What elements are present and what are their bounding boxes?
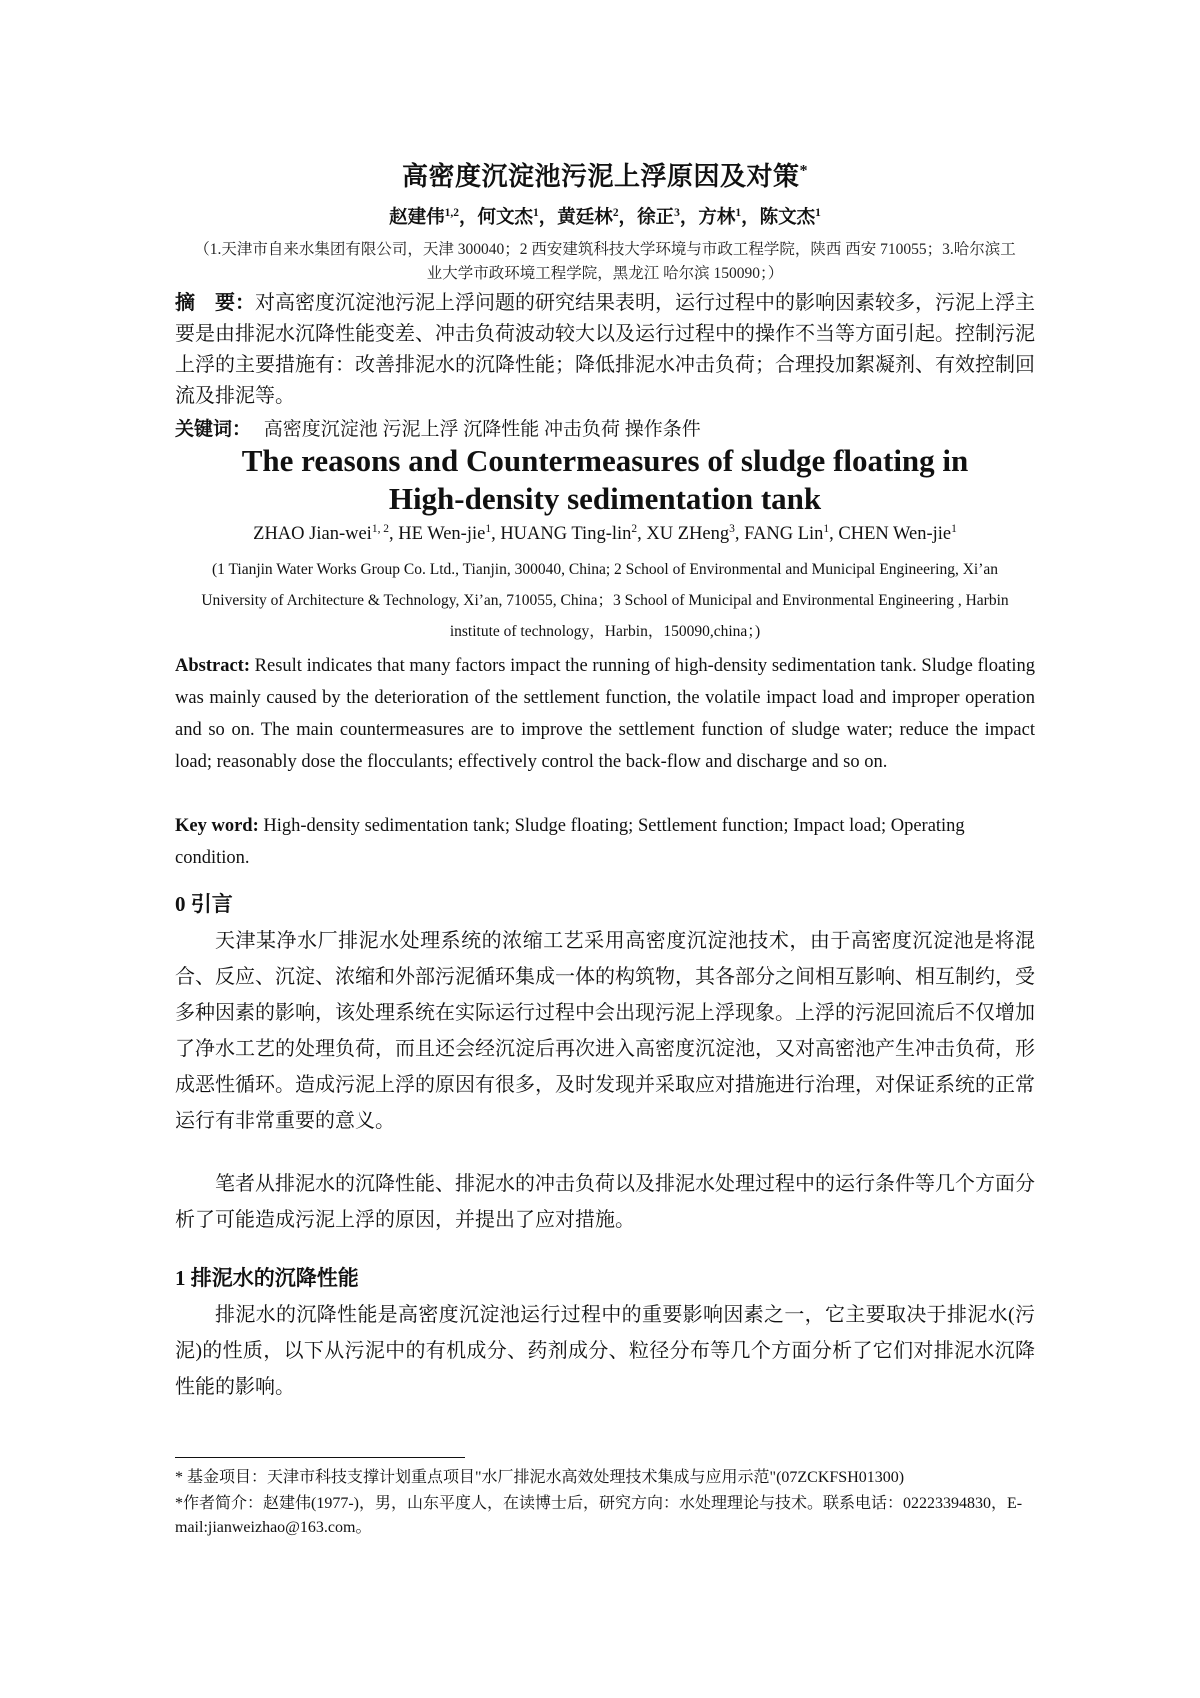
en-author-affil-mark: 1: [485, 522, 492, 535]
cn-keywords: [175, 414, 1035, 441]
en-abstract-label: Abstract:: [175, 656, 251, 676]
cn-author-separator: ，: [679, 208, 699, 228]
en-author-separator: ,: [491, 524, 501, 544]
en-title-line-2: High-density sedimentation tank: [388, 481, 822, 516]
en-author-name: ZHAO Jian-wei: [253, 524, 372, 544]
cn-author-separator: ，: [538, 208, 558, 228]
cn-author-separator: ，: [459, 208, 478, 228]
cn-abstract-text: 对高密度沉淀池污泥上浮问题的研究结果表明，运行过程中的影响因素较多，污泥上浮主要是由排泥水沉降性能变差、冲击负荷波动较大以及运行过程中的操作不当等方面引起。控制污泥上浮的主要措施有：改善排泥水的沉降性能；降低排泥水冲击负荷；合理投加絮凝剂、有效控制回流及排泥等。: [175, 292, 1035, 407]
cn-author-affil-mark: 2: [612, 206, 619, 219]
en-author-separator: ,: [829, 524, 839, 544]
en-abstract: [175, 650, 1035, 778]
cn-author-name: 方林: [698, 208, 736, 228]
cn-author-affil-mark: 1,2: [444, 206, 460, 219]
cn-author-name: 赵建伟: [389, 208, 445, 228]
footnote-divider: [175, 1457, 465, 1458]
en-author-affil-mark: 2: [631, 522, 638, 535]
en-title: [175, 442, 1035, 518]
section-heading-intro: 0 引言: [175, 892, 233, 916]
cn-author-name: 何文杰: [477, 208, 534, 228]
settlement-paragraph-1: 排泥水的沉降性能是高密度沉淀池运行过程中的重要影响因素之一，它主要取决于排泥水(污泥)的性质，以下从污泥中的有机成分、药剂成分、粒径分布等几个方面分析了它们对排泥水沉降性能的影响。: [175, 1304, 1035, 1398]
cn-author-affil-mark: 1: [815, 206, 821, 219]
section-heading-settlement: 1 排泥水的沉降性能: [175, 1266, 359, 1290]
footnote-author-bio: *作者简介：赵建伟(1977-)，男，山东平度人，在读博士后，研究方向：水处理理论与技术。联系电话：02223394830，E-mail:jianweizhao@163.com。: [175, 1495, 1023, 1536]
en-author-name: XU ZHeng: [646, 524, 730, 544]
cn-author-separator: ，: [618, 208, 638, 228]
cn-author-name: 陈文杰: [759, 208, 816, 228]
en-author-name: FANG Lin: [744, 524, 824, 544]
en-keywords: [175, 810, 1035, 874]
en-author-name: CHEN Wen-jie: [838, 524, 952, 544]
cn-title-text: 高密度沉淀池污泥上浮原因及对策: [401, 162, 800, 191]
en-author-affil-mark: 3: [729, 522, 735, 535]
cn-author-affil-mark: 1: [735, 206, 742, 219]
en-affiliations: (1 Tianjin Water Works Group Co. Ltd., Tianjin, 300040, China; 2 School of Environmental and Municipal Engineering, Xi’an University of Architecture & Technology, Xi’an, 710055, China；3 School of Municipal and Environmental Engineering , Harbin institute of technology，Harbin，150090,china；): [201, 561, 1009, 640]
cn-authors: [175, 203, 1035, 229]
cn-author-affil-mark: 3: [674, 206, 680, 219]
en-author-separator: ,: [389, 524, 399, 544]
en-title-line-1: The reasons and Countermeasures of sludge floating in: [241, 443, 969, 478]
cn-author-name: 黄廷林: [557, 208, 613, 228]
footnote-funding: * 基金项目：天津市科技支撑计划重点项目"水厂排泥水高效处理技术集成与应用示范"(07ZCKFSH01300): [175, 1469, 905, 1486]
cn-keywords-label: 关键词：: [175, 419, 252, 440]
cn-affiliations: （1.天津市自来水集团有限公司，天津 300040；2 西安建筑科技大学环境与市政工程学院，陕西 西安 710055；3.哈尔滨工业大学市政环境工程学院，黑龙江 哈尔滨 150090；）: [194, 241, 1016, 282]
en-keywords-label: Key word:: [175, 816, 259, 836]
en-abstract-text: Result indicates that many factors impact the running of high-density sedimentation tank. Sludge floating was mainly caused by the deterioration of the settlement function, the volatile impact load and improper operation and so on. The main countermeasures are to improve the settlement function of sludge water; reduce the impact load; reasonably dose the flocculants; effectively control the back-flow and discharge and so on.: [175, 656, 1035, 772]
intro-paragraph-1: 天津某净水厂排泥水处理系统的浓缩工艺采用高密度沉淀池技术，由于高密度沉淀池是将混合、反应、沉淀、浓缩和外部污泥循环集成一体的构筑物，其各部分之间相互影响、相互制约，受多种因素的影响，该处理系统在实际运行过程中会出现污泥上浮现象。上浮的污泥回流后不仅增加了净水工艺的处理负荷，而且还会经沉淀后再次进入高密度沉淀池，又对高密池产生冲击负荷，形成恶性循环。造成污泥上浮的原因有很多，及时发现并采取应对措施进行治理，对保证系统的正常运行有非常重要的意义。: [175, 930, 1035, 1132]
cn-keywords-text: 高密度沉淀池 污泥上浮 沉降性能 冲击负荷 操作条件: [263, 419, 701, 440]
en-author-separator: ,: [734, 524, 745, 544]
en-authors: [175, 524, 1035, 545]
cn-abstract: [175, 288, 1035, 412]
cn-author-affil-mark: 1: [533, 206, 539, 219]
en-author-affil-mark: 1, 2: [371, 522, 390, 535]
intro-paragraph-2: 笔者从排泥水的沉降性能、排泥水的冲击负荷以及排泥水处理过程中的运行条件等几个方面分析了可能造成污泥上浮的原因，并提出了应对措施。: [175, 1173, 1035, 1231]
en-author-separator: ,: [637, 524, 647, 544]
en-author-name: HE Wen-jie: [398, 524, 486, 544]
cn-author-separator: ，: [741, 208, 760, 228]
en-author-affil-mark: 1: [823, 522, 830, 535]
cn-abstract-label: 摘 要：: [175, 292, 255, 314]
en-author-name: HUANG Ting-lin: [500, 524, 632, 544]
cn-title-mark: *: [799, 162, 809, 180]
cn-author-name: 徐正: [637, 208, 675, 228]
en-keywords-text: High-density sedimentation tank; Sludge floating; Settlement function; Impact load; Operating condition.: [175, 816, 965, 868]
cn-title: [175, 156, 1035, 193]
en-author-affil-mark: 1: [951, 522, 957, 535]
